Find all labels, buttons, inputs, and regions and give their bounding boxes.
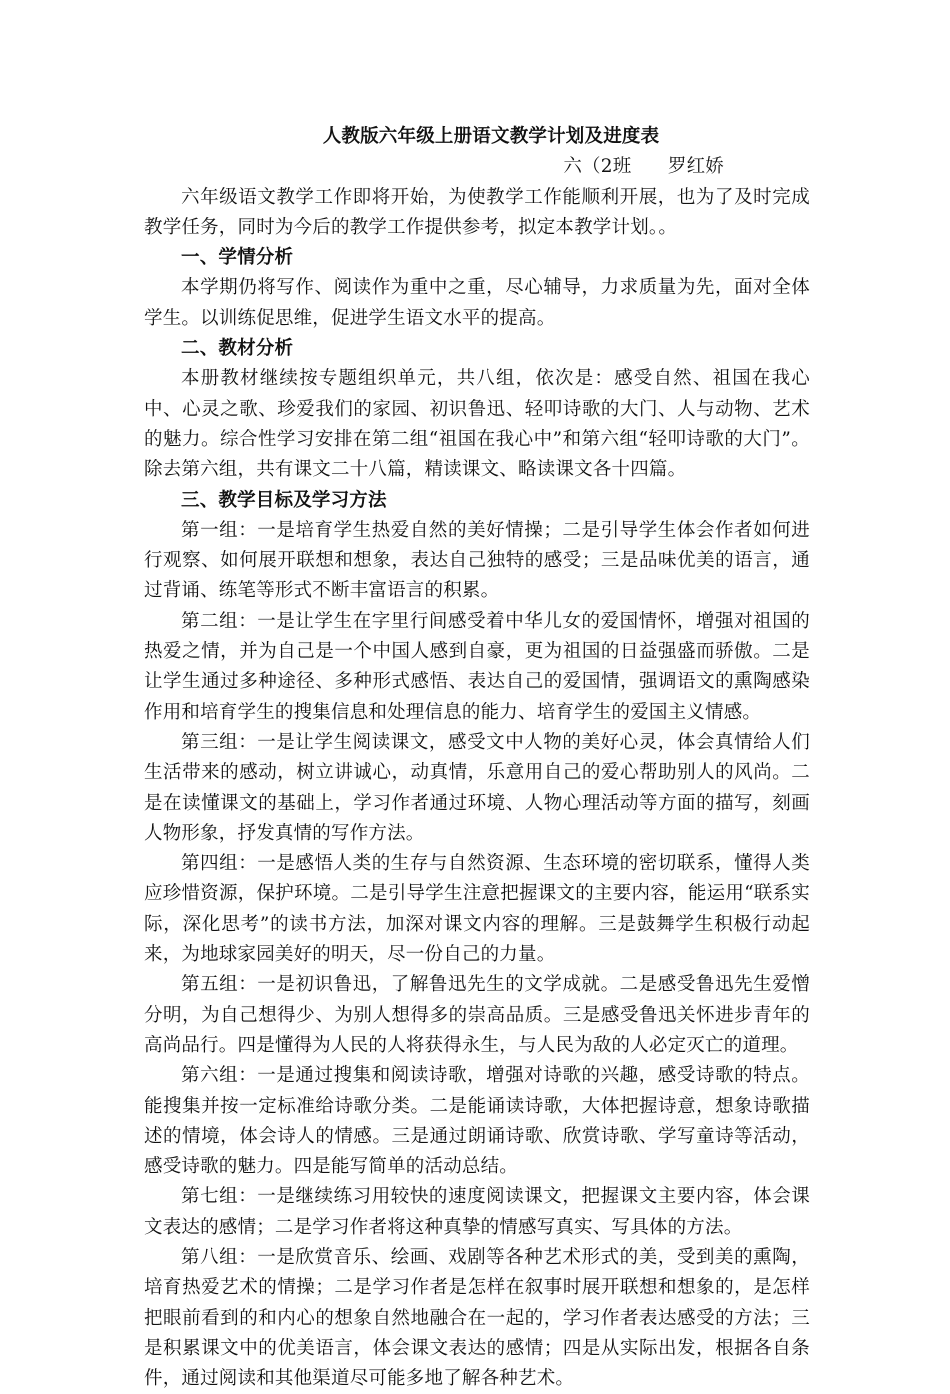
intro-paragraph: 六年级语文教学工作即将开始，为使教学工作能顺利开展，也为了及时完成教学任务，同时为今后的教学工作提供参考，拟定本教学计划。。 (144, 186, 810, 238)
paragraph-group-1: 第一组：一是培育学生热爱自然的美好情操；二是引导学生体会作者如何进行观察、如何展开联想和想象，表达自己独特的感受；三是品味优美的语言，通过背诵、练笔等形式不断丰富语言的积累。 (144, 519, 810, 602)
section-heading-learning-analysis: 一、学情分析 (181, 247, 294, 269)
paragraph: 本学期仍将写作、阅读作为重中之重，尽心辅导，力求质量为先，面对全体学生。以训练促思维，促进学生语文水平的提高。 (144, 277, 810, 329)
paragraph-group-4: 第四组：一是感悟人类的生存与自然资源、生态环境的密切联系，懂得人类应珍惜资源，保护环境。二是引导学生注意把握课文的主要内容，能运用“联系实际，深化思考”的读书方法，加深对课文内容的理解。三是鼓舞学生积极行动起来，为地球家园美好的明天，尽一份自己的力量。 (144, 853, 810, 966)
document-page (144, 122, 810, 1394)
paragraph-group-2: 第二组：一是让学生在字里行间感受着中华儿女的爱国情怀，增强对祖国的热爱之情，并为自己是一个中国人感到自豪，更为祖国的日益强盛而骄傲。二是让学生通过多种途径、多种形式感悟、表达自己的爱国情，强调语文的熏陶感染作用和培育学生的搜集信息和处理信息的能力、培育学生的爱国主义情感。 (144, 610, 810, 723)
author-line: 六（2班 罗红娇 (563, 156, 724, 178)
paragraph-group-5: 第五组：一是初识鲁迅，了解鲁迅先生的文学成就。二是感受鲁迅先生爱憎分明，为自己想得少、为别人想得多的崇高品质。三是感受鲁迅关怀进步青年的高尚品行。四是懂得为人民的人将获得永生，与人民为敌的人必定灭亡的道理。 (144, 974, 810, 1056)
paragraph-group-7: 第七组：一是继续练习用较快的速度阅读课文，把握课文主要内容，体会课文表达的感情；二是学习作者将这种真挚的情感写真实、写具体的方法。 (144, 1186, 810, 1238)
paragraph: 本册教材继续按专题组织单元，共八组，依次是：感受自然、祖国在我心中、心灵之歌、珍爱我们的家园、初识鲁迅、轻叩诗歌的大门、人与动物、艺术的魅力。综合性学习安排在第二组“祖国在我心中”和第六组“轻叩诗歌的大门”。除去第六组，共有课文二十八篇，精读课文、略读课文各十四篇。 (144, 368, 810, 481)
paragraph-group-8: 第八组：一是欣赏音乐、绘画、戏剧等各种艺术形式的美，受到美的熏陶，培育热爱艺术的情操；二是学习作者是怎样在叙事时展开联想和想象的，是怎样把眼前看到的和内心的想象自然地融合在一起的，学习作者表达感受的方法；三是积累课文中的优美语言，体会课文表达的感情；四是从实际出发，根据各自条件，通过阅读和其他渠道尽可能多地了解各种艺术。 (144, 1246, 810, 1390)
section-heading-textbook-analysis: 二、教材分析 (181, 338, 294, 360)
paragraph-group-6: 第六组：一是通过搜集和阅读诗歌，增强对诗歌的兴趣，感受诗歌的特点。能搜集并按一定标准给诗歌分类。二是能诵读诗歌，大体把握诗意，想象诗歌描述的情境，体会诗人的情感。三是通过朗诵诗歌、欣赏诗歌、学写童诗等活动，感受诗歌的魅力。四是能写简单的活动总结。 (144, 1065, 810, 1178)
section-heading-goals-methods: 三、教学目标及学习方法 (181, 489, 387, 511)
paragraph-group-3: 第三组：一是让学生阅读课文，感受文中人物的美好心灵，体会真情给人们生活带来的感动，树立讲诚心，动真情，乐意用自己的爱心帮助别人的风尚。二是在读懂课文的基础上，学习作者通过环境、人物心理活动等方面的描写，刻画人物形象，抒发真情的写作方法。 (144, 731, 810, 844)
document-title: 人教版六年级上册语文教学计划及进度表 (322, 126, 660, 147)
